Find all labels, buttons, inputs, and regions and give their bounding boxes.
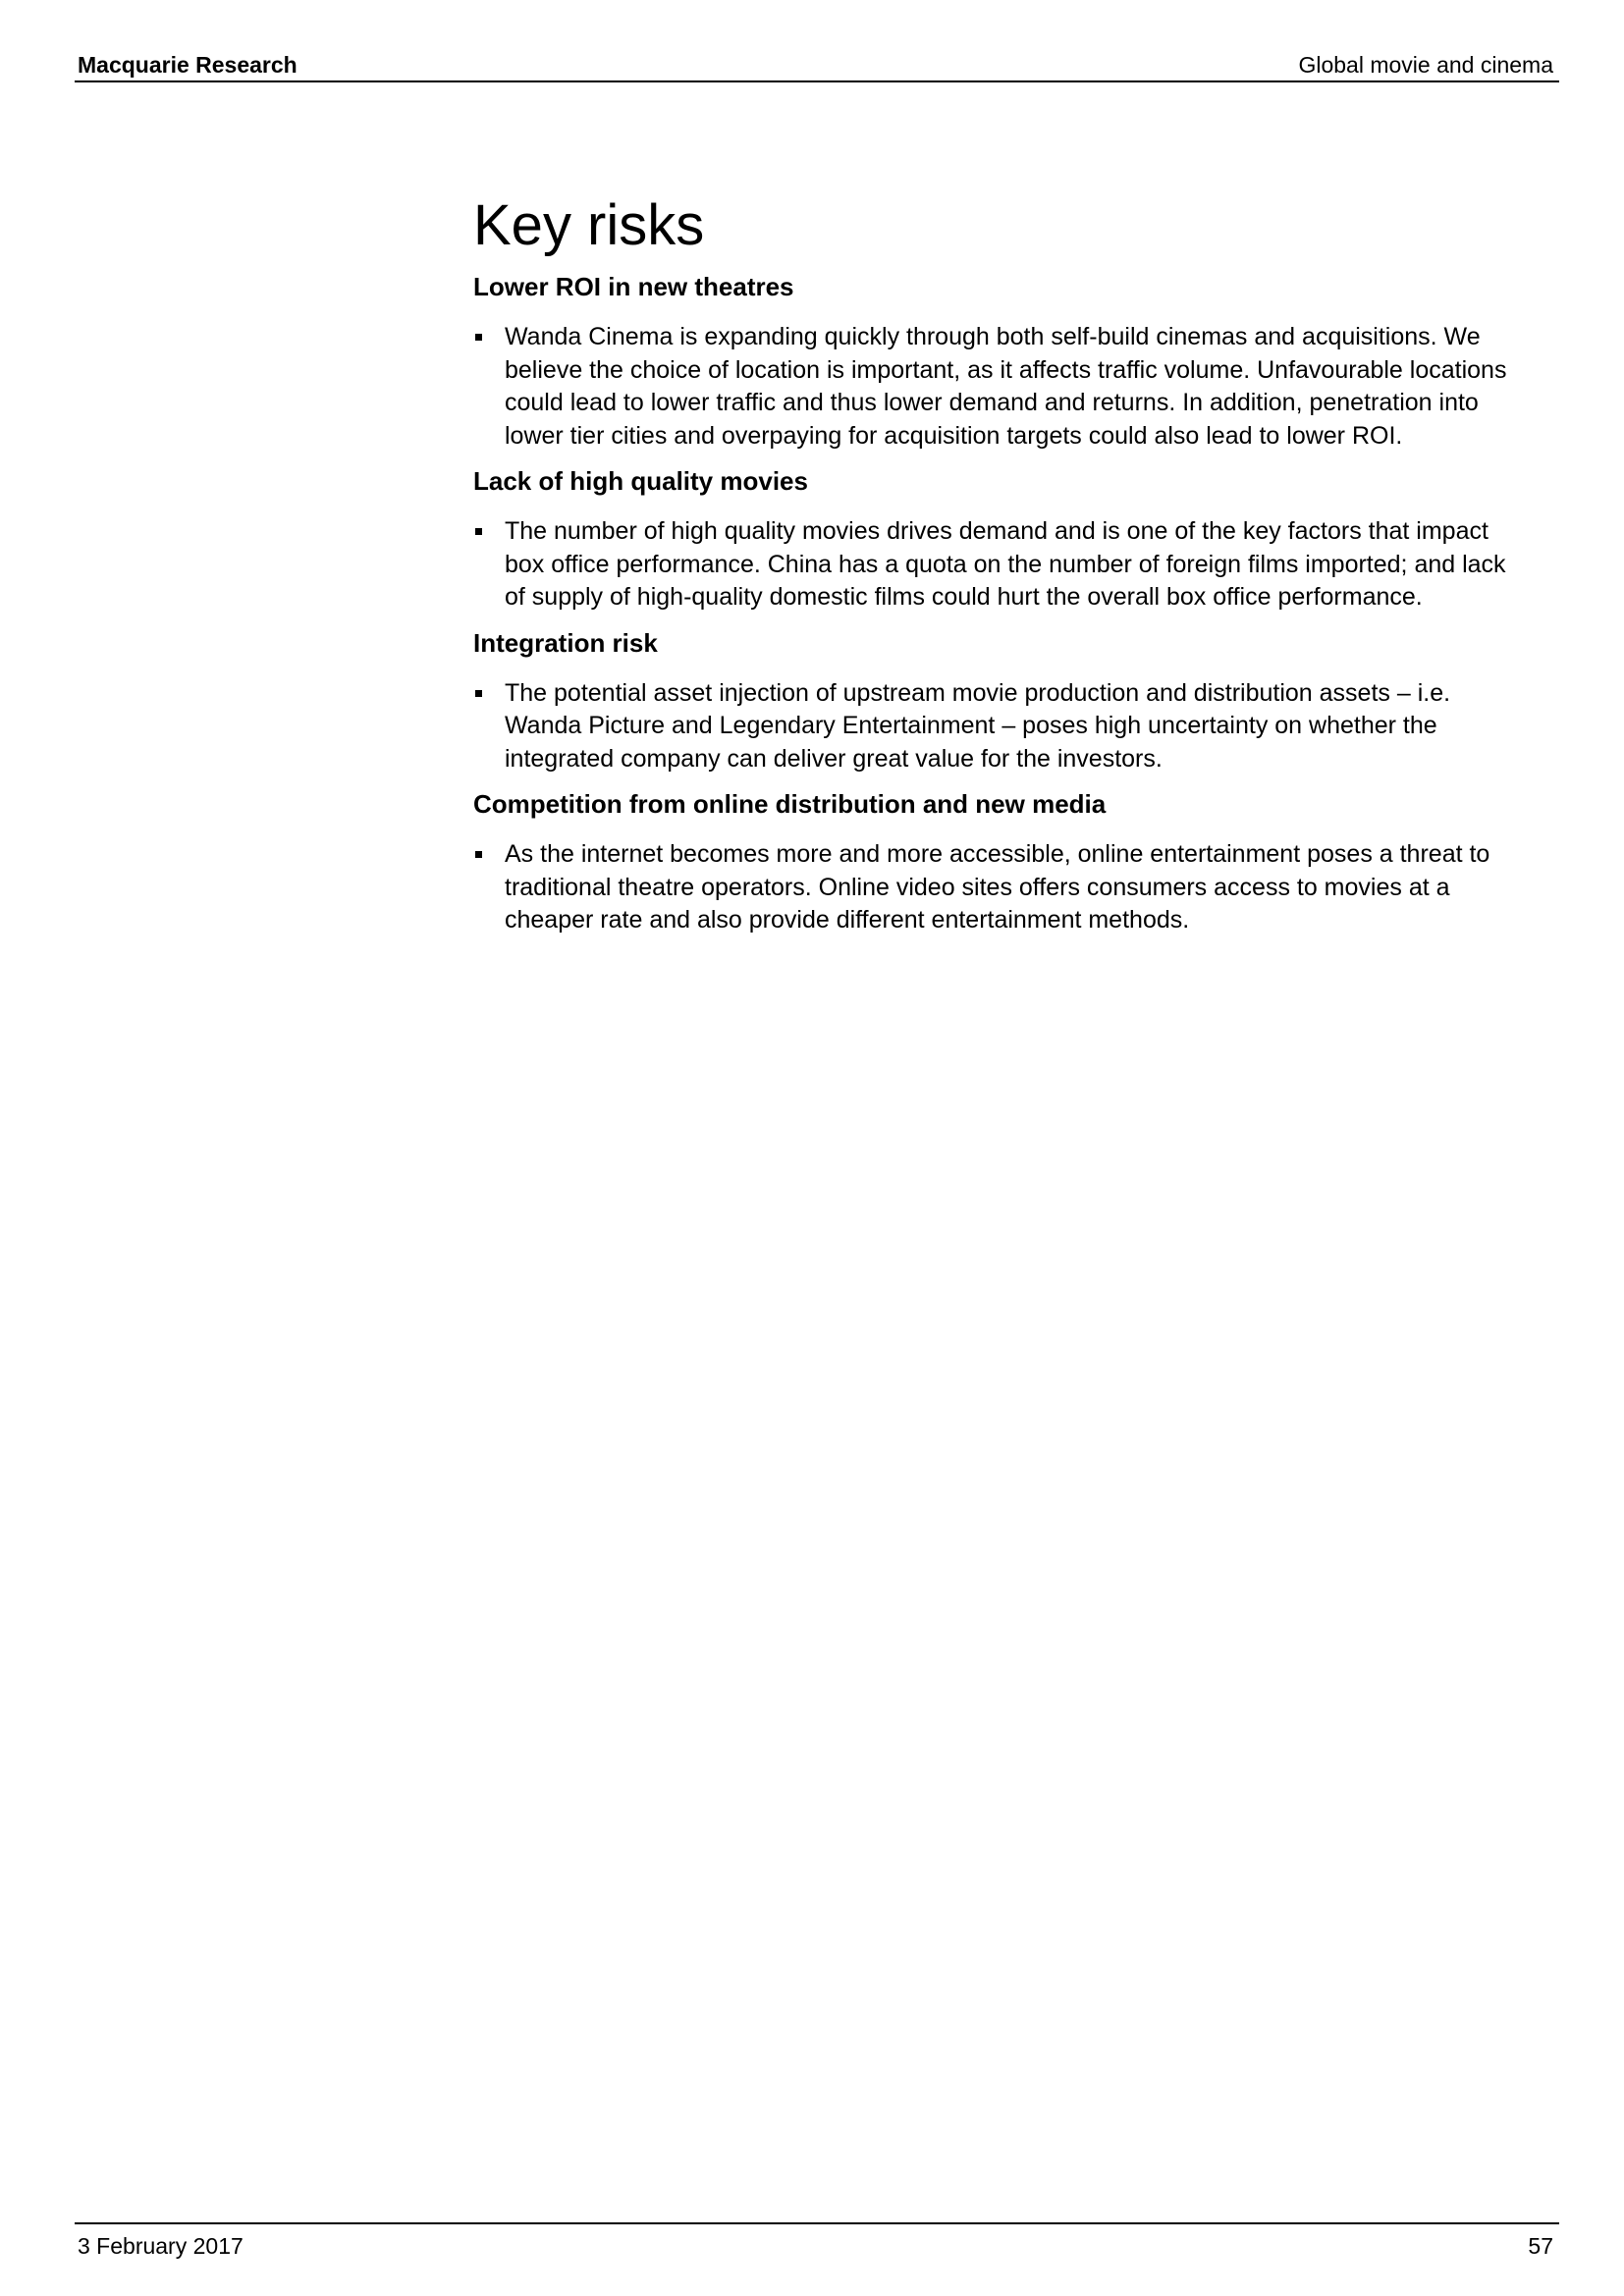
section-lack-of-quality-movies (473, 464, 1553, 614)
section-integration-risk (473, 626, 1553, 776)
bullet-text: The number of high quality movies drives demand and is one of the key factors that impact box office performance. China has a quota on the number of foreign films imported; and lack of supply of high-quality domestic films could hurt the overall box office performance. (505, 517, 1506, 611)
publication-date: 3 February 2017 (78, 2233, 244, 2259)
page-header (75, 49, 1559, 82)
page-title: Key risks (473, 193, 705, 257)
main-content (473, 191, 1553, 949)
square-bullet-icon (475, 690, 482, 697)
section-heading: Lower ROI in new theatres (473, 272, 794, 301)
bullet-text: The potential asset injection of upstream movie production and distribution assets – i.e. Wanda Picture and Legendary Entertainment – poses high uncertainty on whether the integrated company can deliver great value for the investors. (505, 678, 1451, 773)
square-bullet-icon (475, 528, 482, 535)
report-title: Global movie and cinema (1298, 52, 1553, 78)
bullet-list (473, 677, 1553, 776)
section-heading: Competition from online distribution and new media (473, 789, 1107, 819)
bullet-text: Wanda Cinema is expanding quickly through both self-build cinemas and acquisitions. We believe the choice of location is important, as it affects traffic volume. Unfavourable locations could lead to lower traffic and thus lower demand and returns. In addition, penetration into lower tier cities and overpaying for acquisition targets could also lead to lower ROI. (505, 323, 1507, 450)
page-number: 57 (1528, 2233, 1553, 2259)
section-lower-roi (473, 270, 1553, 453)
bullet-text: As the internet becomes more and more accessible, online entertainment poses a threat to traditional theatre operators. Online video sites offers consumers access to movies at a cheaper rate and also provide different entertainment methods. (505, 840, 1490, 934)
bullet-list (473, 515, 1553, 614)
bullet-list (473, 321, 1553, 453)
section-heading: Integration risk (473, 627, 658, 658)
square-bullet-icon (475, 334, 482, 341)
bullet-list (473, 838, 1553, 937)
bullet-item (473, 677, 1531, 776)
bullet-item (473, 838, 1531, 937)
page-footer (75, 2222, 1559, 2264)
square-bullet-icon (475, 851, 482, 858)
bullet-item (473, 321, 1531, 453)
section-heading: Lack of high quality movies (473, 466, 808, 496)
section-online-competition (473, 787, 1553, 937)
bullet-item (473, 515, 1531, 614)
publisher-name: Macquarie Research (78, 52, 298, 78)
